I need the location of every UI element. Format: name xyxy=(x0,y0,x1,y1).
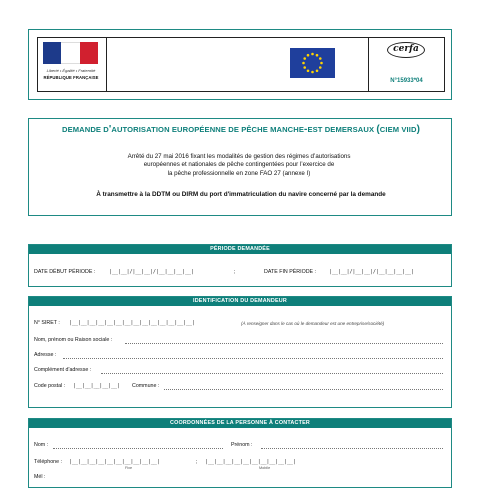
contact-prenom-label: Prénom : xyxy=(231,442,253,448)
cerfa-logo: cerfa xyxy=(387,42,425,58)
eu-star-icon xyxy=(316,54,319,57)
telephone-fixe-field[interactable]: |__|__|__|__|__|__|__|__|__|__| xyxy=(69,459,160,465)
mel-label: Mél : xyxy=(34,474,46,480)
eu-star-icon xyxy=(319,57,322,60)
complement-field[interactable] xyxy=(101,373,443,374)
section-heading: COORDONNÉES DE LA PERSONNE À CONTACTER xyxy=(29,419,451,428)
eu-star-icon xyxy=(303,57,306,60)
adresse-field[interactable] xyxy=(63,358,443,359)
telephone-mobile-field[interactable]: |__|__|__|__|__|__|__|__|__|__| xyxy=(205,459,296,465)
complement-label: Complément d'adresse : xyxy=(34,367,92,373)
section-heading: PÉRIODE DEMANDÉE xyxy=(29,245,451,254)
republique-logo-cell xyxy=(38,38,107,91)
section-periode xyxy=(28,244,452,287)
eu-flag-cell xyxy=(107,38,369,91)
telephone-separator: ; xyxy=(196,459,198,465)
contact-prenom-field[interactable] xyxy=(261,448,443,449)
contact-nom-field[interactable] xyxy=(53,448,223,449)
eu-star-icon xyxy=(303,66,306,69)
eu-star-icon xyxy=(316,69,319,72)
date-debut-field[interactable]: |__|__|/|__|__|/|__|__|__|__| xyxy=(109,269,194,275)
siret-hint: (À renseigner dans le cas où le demandeur est une entreprise/société) xyxy=(241,321,385,326)
nom-label: Nom, prénom ou Raison sociale : xyxy=(34,337,113,343)
section-demandeur xyxy=(28,296,452,408)
arrete-reference: Arrêté du 27 mai 2016 fixant les modalités de gestion des régimes d’autorisations européennes et nationales de pêche contingentées pour l’exercice de la pêche professionnelle en zone FAO 27 (annexe I) xyxy=(127,153,351,177)
cerfa-cell xyxy=(369,38,444,91)
header-table xyxy=(37,37,445,92)
republic-name: RÉPUBLIQUE FRANÇAISE xyxy=(43,75,99,80)
code-postal-label: Code postal : xyxy=(34,383,66,389)
nom-field[interactable] xyxy=(125,343,443,344)
eu-star-icon xyxy=(320,62,323,65)
date-separator: ; xyxy=(234,269,236,275)
transmit-instruction: À transmettre à la DDTM ou DIRM du port d'immatriculation du navire concerné par la demande xyxy=(96,191,386,198)
republic-motto: Liberté • Égalité • Fraternité xyxy=(46,68,96,73)
date-debut-label: DATE DÉBUT PÉRIODE : xyxy=(34,269,96,275)
title-block xyxy=(28,118,452,216)
date-fin-label: DATE FIN PÉRIODE : xyxy=(264,269,316,275)
form-header xyxy=(28,29,452,100)
siret-label: N° SIRET : xyxy=(34,320,60,326)
cerfa-number: N°15933*04 xyxy=(390,78,423,84)
eu-star-icon xyxy=(319,66,322,69)
form-title: DEMANDE D'AUTORISATION EUROPÉENNE DE PÊCHE MANCHE-EST DEMERSAUX (CIEM VIID) xyxy=(61,124,420,135)
commune-label: Commune : xyxy=(132,383,160,389)
eu-star-icon xyxy=(311,71,314,74)
commune-field[interactable] xyxy=(164,389,443,390)
adresse-label: Adresse : xyxy=(34,352,57,358)
eu-star-icon xyxy=(307,69,310,72)
eu-star-icon xyxy=(302,62,305,65)
siret-field[interactable]: |__|__|__|__|__|__|__|__|__|__|__|__|__|__| xyxy=(69,320,195,326)
code-postal-field[interactable]: |__|__|__|__|__| xyxy=(73,383,120,389)
marianne-logo xyxy=(43,42,98,64)
eu-flag-icon xyxy=(290,48,335,78)
contact-nom-label: Nom : xyxy=(34,442,49,448)
mobile-caption: Mobile xyxy=(259,466,271,470)
telephone-label: Téléphone : xyxy=(34,459,62,465)
eu-star-icon xyxy=(311,53,314,56)
eu-star-icon xyxy=(307,54,310,57)
fixe-caption: Fixe xyxy=(125,466,133,470)
section-contact xyxy=(28,418,452,488)
section-heading: IDENTIFICATION DU DEMANDEUR xyxy=(29,297,451,306)
date-fin-field[interactable]: |__|__|/|__|__|/|__|__|__|__| xyxy=(329,269,414,275)
